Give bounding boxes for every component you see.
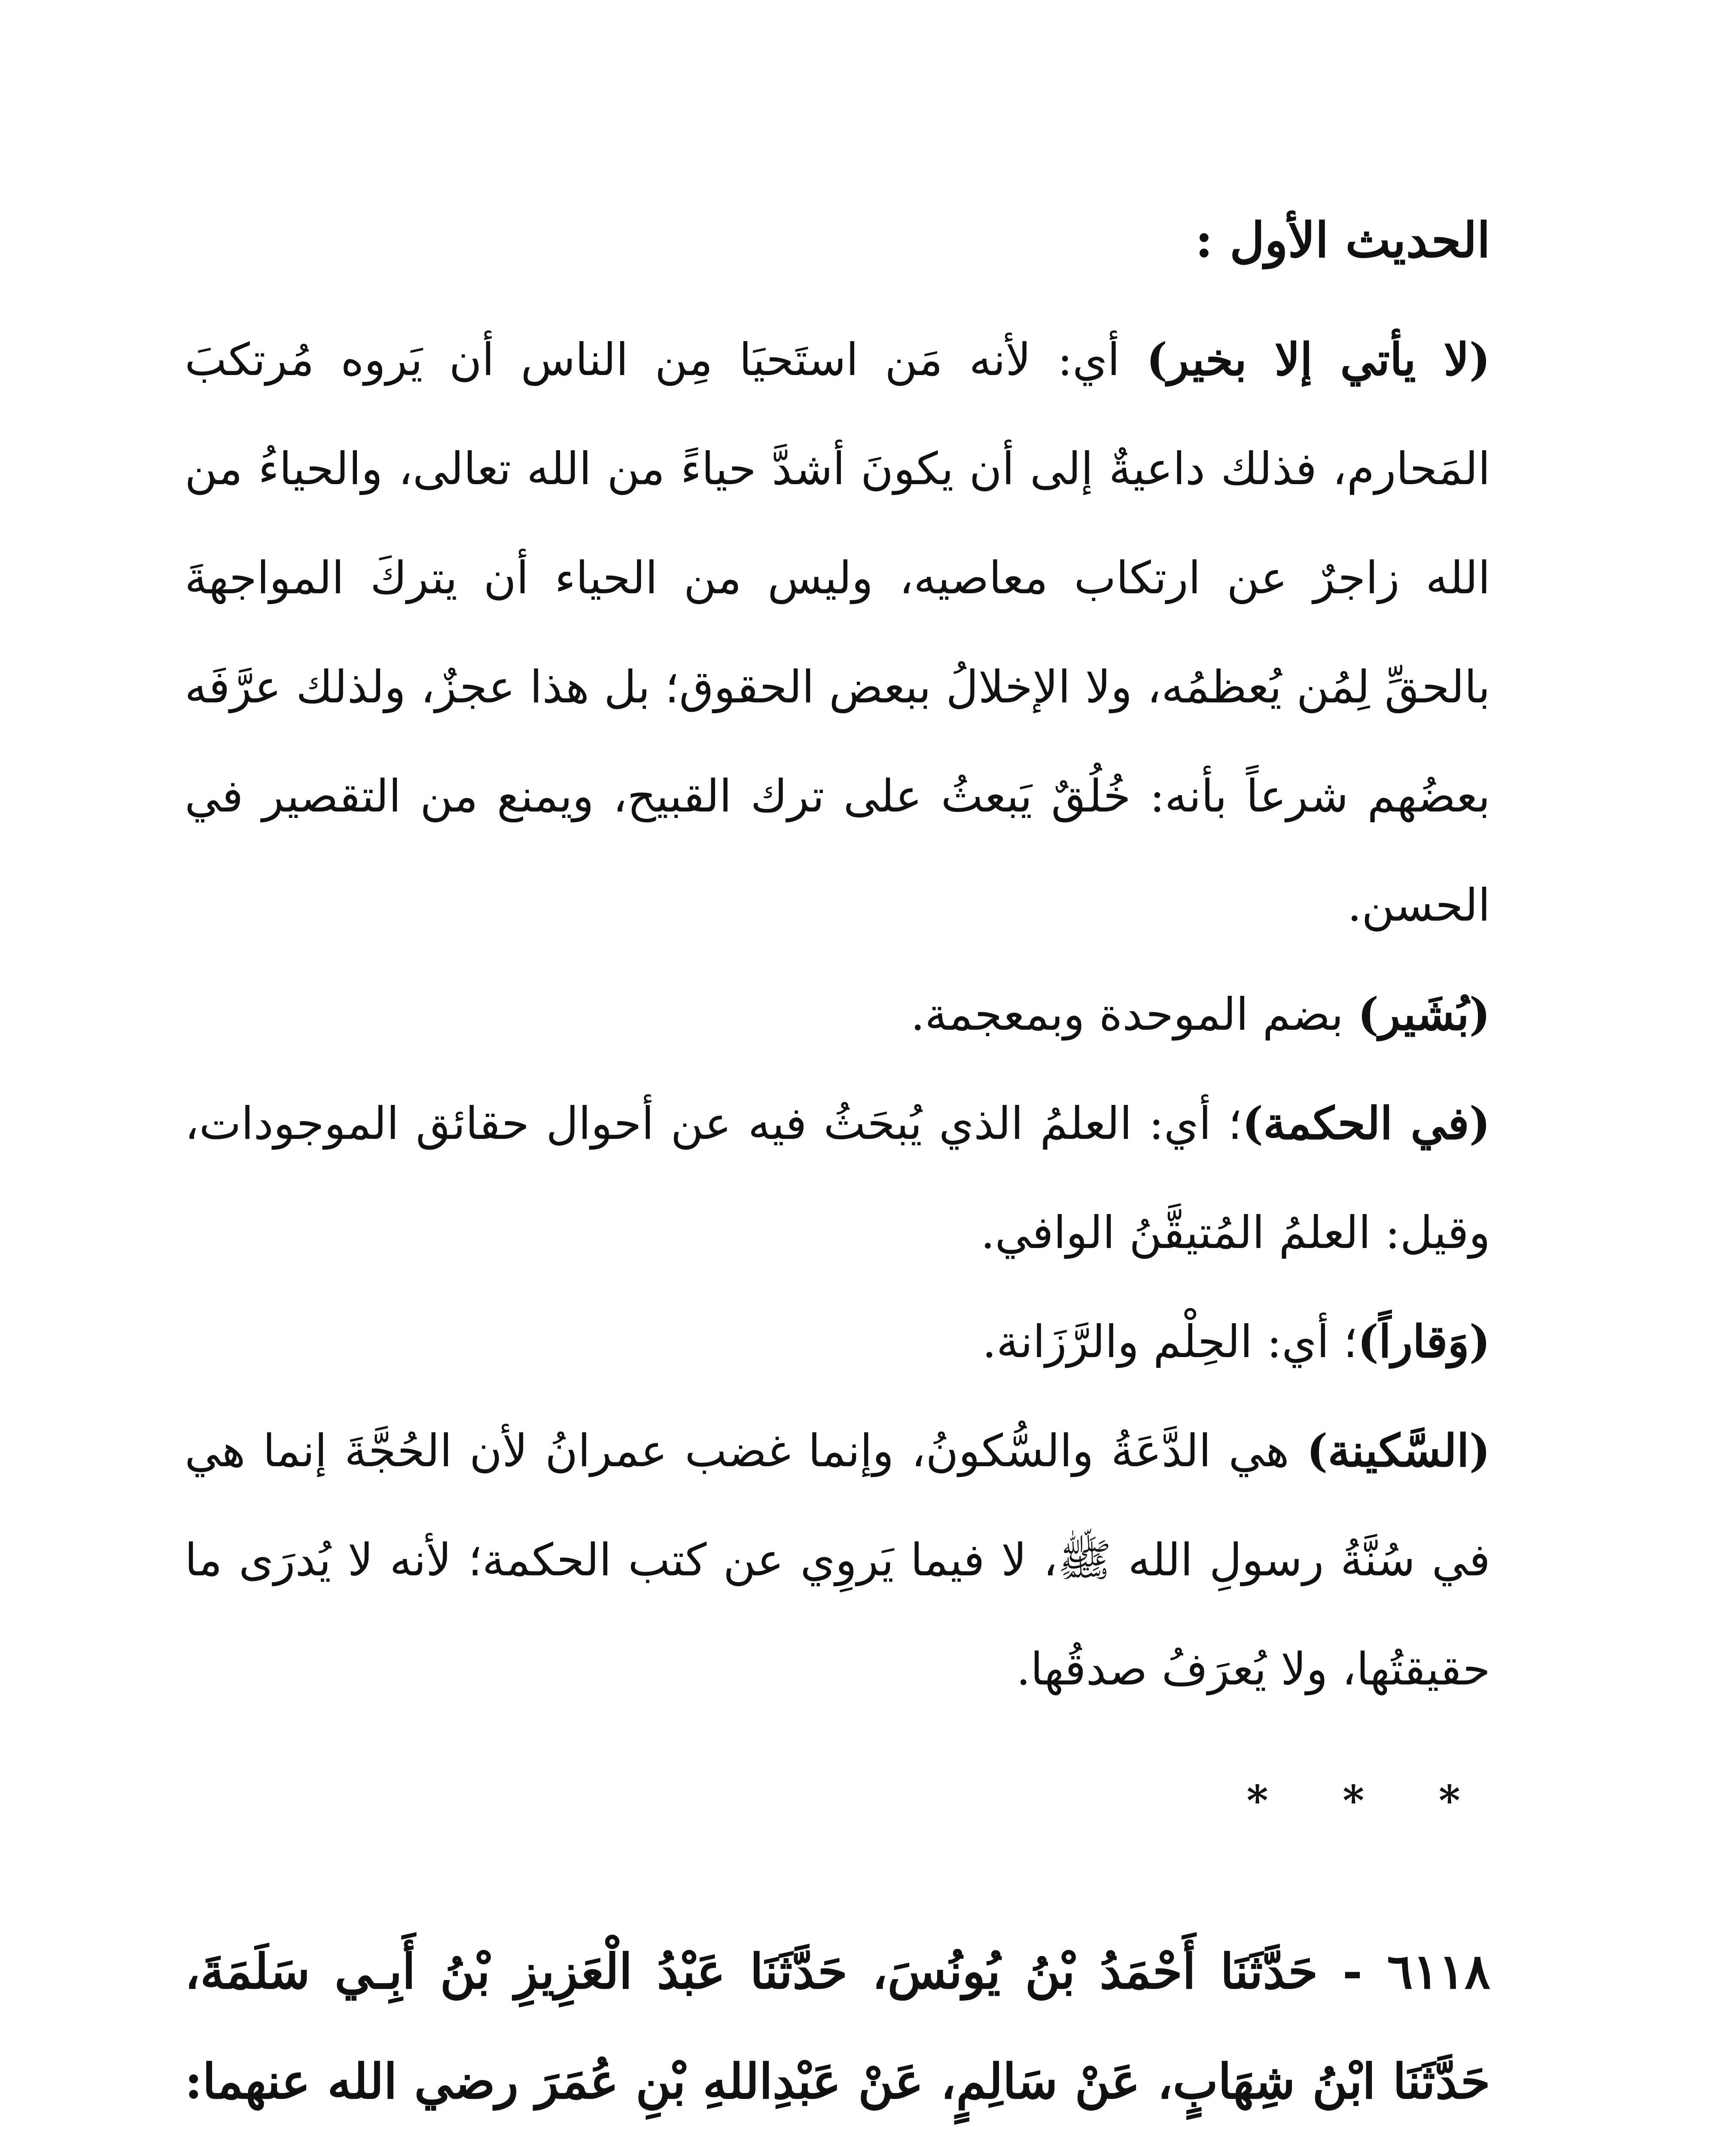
paragraph-lead: (بُشَير) [1358, 988, 1490, 1040]
paragraph-lead: (وَقاراً) [1357, 1315, 1490, 1368]
commentary-paragraph [185, 1287, 1490, 1396]
paragraph-lead: (لا يأتي إلا بخير) [1146, 333, 1490, 386]
section-heading: الحديث الأول : [1195, 212, 1490, 268]
commentary-paragraph [185, 1069, 1490, 1287]
paragraph-text: أي: لأنه مَن استَحيَا مِن الناس أن يَروه مُرتكبَ المَحارم، فذلك داعيةٌ إلى أن يكونَ أشدَّ حياءً من الله تعالى، والحياءُ من الله زاجرٌ عن ارتكاب معاصيه، وليس من الحياء أن يتركَ المواجهةَ بالحقِّ لِمُن يُعظمُه، ولا الإخلالُ ببعض الحقوق؛ بل هذا عجزٌ، ولذلك عرَّفَه بعضُهم شرعاً بأنه: خُلُقٌ يَبعثُ على ترك القبيح، ويمنع من التقصير في الحسن. [185, 333, 1490, 931]
paragraph-lead: (في الحكمة) [1242, 1097, 1490, 1150]
commentary-paragraph [185, 305, 1490, 960]
paragraph-lead: (السَّكينة) [1307, 1424, 1490, 1477]
paragraph-text: هي الدَّعَةُ والسُّكونُ، وإنما غضب عمرانُ لأن الحُجَّةَ إنما هي في سُنَّةُ رسولِ الله ﷺ، لا فيما يَروِي عن كتب الحكمة؛ لأنه لا يُدرَى ما حقيقتُها، ولا يُعرَفُ صدقُها. [185, 1425, 1490, 1695]
hadith-text: ٦١١٨ - حَدَّثَنَا أَحْمَدُ بْنُ يُونُسَ، حَدَّثَنَا عَبْدُ الْعَزِيزِ بْنُ أَبِـي سَلَمَةَ، حَدَّثَنَا ابْنُ شِهَابٍ، عَنْ سَالِمٍ، عَنْ عَبْدِاللهِ بْنِ عُمَرَ رضي الله عنهما: [185, 1944, 1491, 2110]
paragraph-text: ؛ أي: العلمُ الذي يُبحَثُ فيه عن أحوال حقائق الموجودات، وقيل: العلمُ المُتيقَّنُ الوافي. [185, 1097, 1490, 1259]
commentary-paragraph [185, 1396, 1490, 1724]
paragraph-text: ؛ أي: الحِلْم والرَّزَانة. [982, 1315, 1358, 1368]
page-body [185, 202, 1490, 2148]
paragraph-text: بضم الموحدة وبمعجمة. [911, 988, 1358, 1040]
commentary-paragraph [185, 960, 1490, 1069]
section-separator: * * * [1246, 1776, 1490, 1825]
